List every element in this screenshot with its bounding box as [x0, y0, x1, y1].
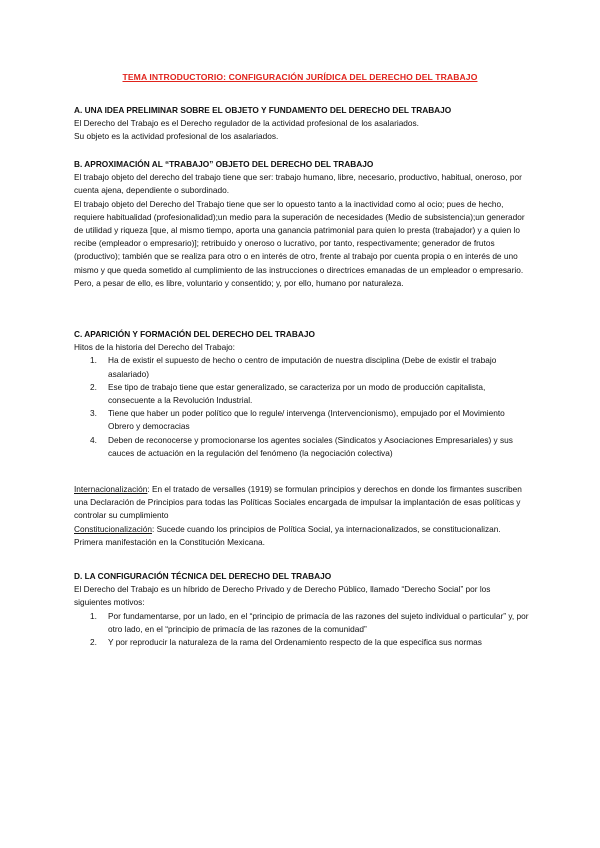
internationalization-block	[74, 483, 529, 549]
section-d-intro: El Derecho del Trabajo es un híbrido de Derecho Privado y de Derecho Público, llamado “Derecho Social” por los siguientes motivos:	[74, 584, 491, 608]
section-c-intro: Hitos de la historia del Derecho del Trabajo:	[74, 342, 235, 353]
section-a-line: Su objeto es la actividad profesional de los asalariados.	[74, 131, 279, 142]
list-number: 1.	[90, 355, 97, 366]
section-c-heading: C. APARICIÓN Y FORMACIÓN DEL DERECHO DEL TRABAJO	[74, 329, 315, 339]
section-d	[74, 570, 529, 649]
list-item-text: Ese tipo de trabajo tiene que estar generalizado, se caracteriza por un modo de producción capitalista, consecuente a la Revolución Industrial.	[108, 381, 486, 406]
list-item	[74, 381, 529, 407]
section-a	[74, 104, 529, 144]
list-number: 2.	[90, 637, 97, 648]
list-number: 2.	[90, 381, 97, 392]
internationalization-label: Internacionalización	[74, 484, 148, 494]
section-b-paragraph: El trabajo objeto del derecho del trabajo tiene que ser: trabajo humano, libre, necesario, productivo, habitual, oneroso, por cuenta ajena, dependiente o subordinado.	[74, 172, 522, 196]
list-number: 1.	[90, 610, 97, 621]
list-item-text: Tiene que haber un poder político que lo regule/ intervenga (Intervencionismo), empujado por el Movimiento Obrero y democracias	[108, 408, 505, 432]
section-b-heading: B. APROXIMACIÓN AL “TRABAJO” OBJETO DEL DERECHO DEL TRABAJO	[74, 159, 374, 169]
reasons-list	[74, 610, 529, 650]
list-item	[74, 354, 529, 380]
constitutionalization-paragraph	[74, 523, 529, 549]
list-item	[74, 636, 529, 649]
constitutionalization-text: : Sucede cuando los principios de Política Social, ya internacionalizados, se constitucionalizan. Primera manifestación en la Constitución Mexicana.	[74, 523, 501, 547]
section-a-line: El Derecho del Trabajo es el Derecho regulador de la actividad profesional de los asalariados.	[74, 118, 419, 129]
list-item-text: Deben de reconocerse y promocionarse los agentes sociales (Sindicatos y Asociaciones Empresariales) y sus cauces de actuación en la regulación del fenómeno (la negociación colectiva)	[108, 434, 513, 458]
list-item	[74, 434, 529, 460]
internationalization-paragraph	[74, 483, 529, 523]
section-a-heading: A. UNA IDEA PRELIMINAR SOBRE EL OBJETO Y FUNDAMENTO DEL DERECHO DEL TRABAJO	[74, 105, 452, 115]
list-number: 3.	[90, 408, 97, 419]
list-item-text: Por fundamentarse, por un lado, en el “principio de primacía de las razones del sujeto individual o particular” y, por otro lado, en el “principio de primacía de las razones de la comunidad”	[108, 610, 529, 634]
milestones-list	[74, 354, 529, 460]
list-item-text: Y por reproducir la naturaleza de la rama del Ordenamiento respecto de la que especifica sus normas	[108, 637, 482, 648]
section-b	[74, 158, 529, 290]
list-item	[74, 407, 529, 433]
section-d-heading: D. LA CONFIGURACIÓN TÉCNICA DEL DERECHO DEL TRABAJO	[74, 571, 332, 581]
document-title: TEMA INTRODUCTORIO: CONFIGURACIÓN JURÍDICA DEL DERECHO DEL TRABAJO	[122, 72, 478, 82]
section-b-paragraph: El trabajo objeto del Derecho del Trabajo tiene que ser lo opuesto tanto a la inactividad como al ocio; pues de hecho, requiere habitualidad (profesionalidad);un medio para la superación de necesidades (Medio de subsistencia);un generador de utilidad y riqueza [que, al mismo tiempo, aporta una ganancia patrimonial para quien lo presta (trabajador) y a quien lo recibe (empleador o empresario)]; retribuido y oneroso o lucrativo, por tanto, respectivamente; generador de frutos (productivo); también que se realiza para otro o en interés de otro, frente al trabajo por cuenta propia o en interés de uno mismo y que queda sometido al cumplimiento de las instrucciones o directrices emanadas de un empleador o empresario. Pero, a pesar de ello, es libre, voluntario y consentido; y, por ello, humano por naturaleza.	[74, 198, 525, 288]
section-c	[74, 328, 529, 460]
constitutionalization-label: Constitucionalización	[74, 523, 152, 534]
list-item-text: Ha de existir el supuesto de hecho o centro de imputación de nuestra disciplina (Debe de existir el trabajo asalariado)	[108, 355, 497, 379]
list-item	[74, 610, 529, 636]
internationalization-text: : En el tratado de versalles (1919) se formulan principios y derechos en donde los firmantes suscriben una Declaración de Principios para todas las Políticas Sociales encargada de impulsar la implantación de esas políticas y controlar su cumplimiento	[74, 484, 522, 521]
list-number: 4.	[90, 434, 97, 445]
